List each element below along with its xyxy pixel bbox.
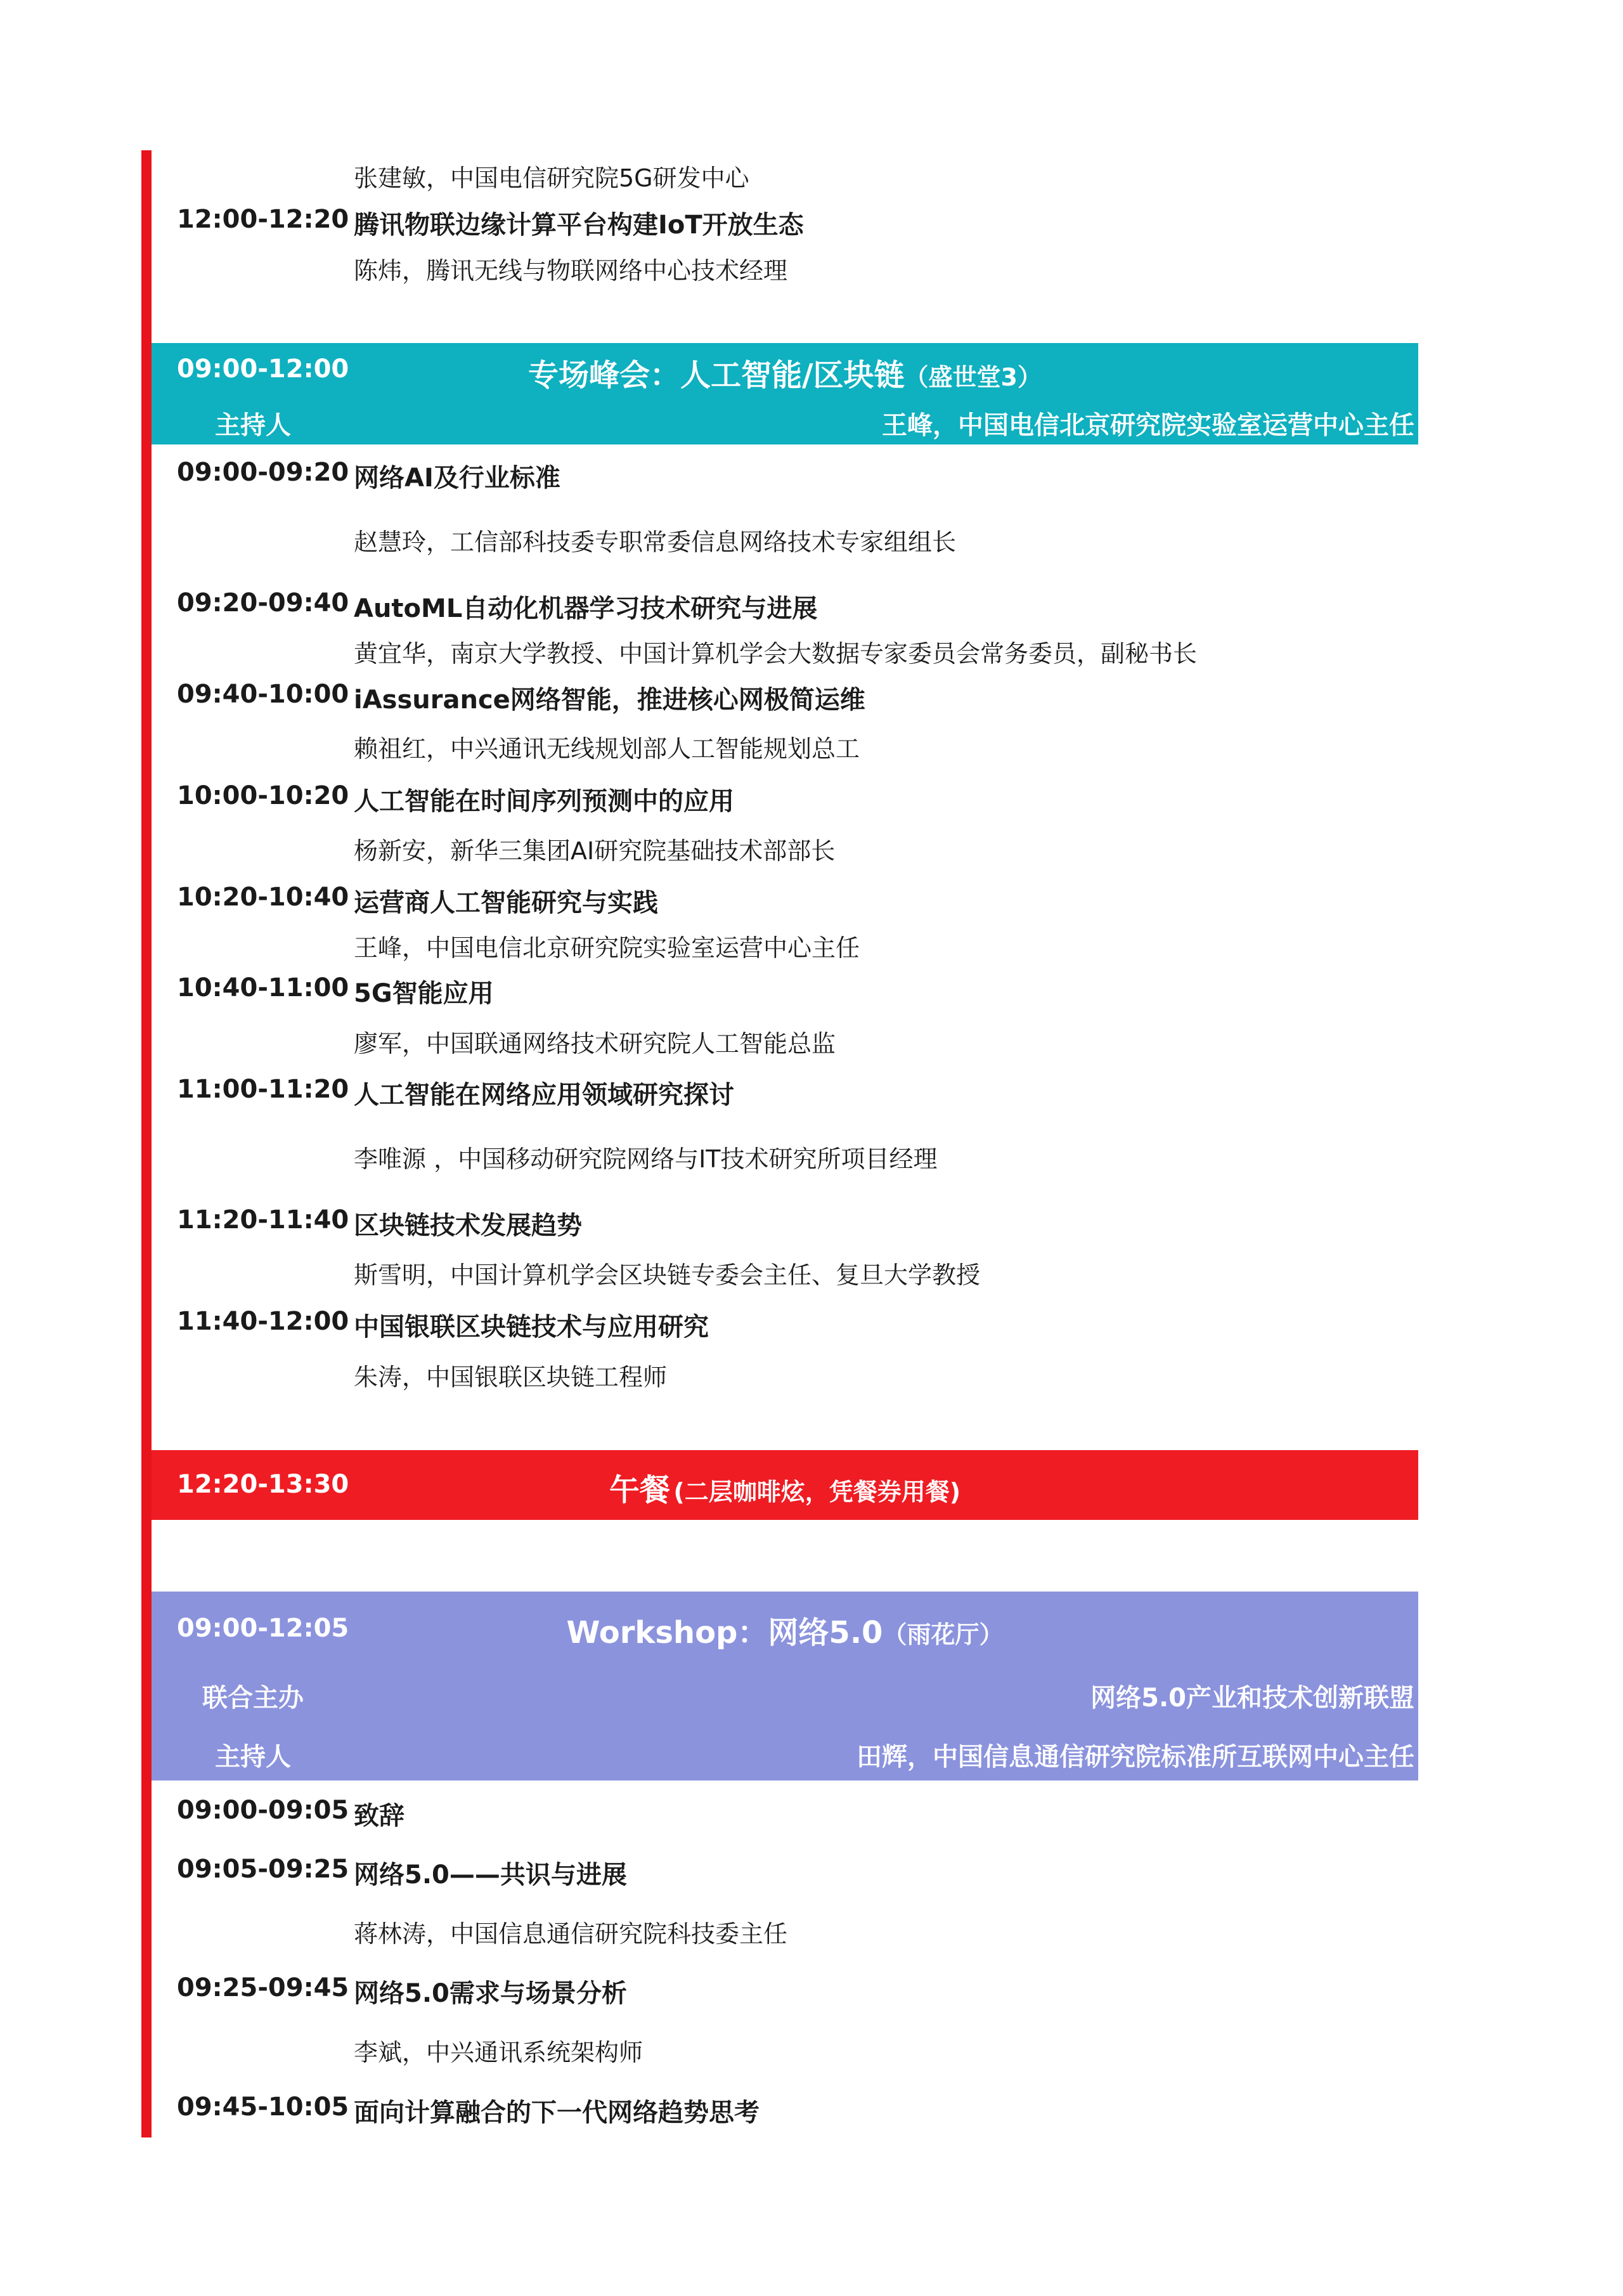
co-host-name: 网络5.0产业和技术创新联盟 xyxy=(1090,1683,1414,1713)
session-title: 运营商人工智能研究与实践 xyxy=(354,888,658,918)
speaker-line: 李斌，中兴通讯系统架构师 xyxy=(354,2039,643,2066)
session-time: 10:00-10:20 xyxy=(177,781,349,810)
band-title xyxy=(152,1465,1418,1509)
session-title: 腾讯物联边缘计算平台构建IoT开放生态 xyxy=(354,211,804,240)
band-venue: （雨花厅） xyxy=(883,1621,1004,1649)
session-time: 09:00-09:05 xyxy=(177,1796,349,1825)
session-time: 11:20-11:40 xyxy=(177,1205,349,1235)
speaker-line: 李唯源 ，中国移动研究院网络与IT技术研究所项目经理 xyxy=(354,1145,938,1173)
session-title: 面向计算融合的下一代网络趋势思考 xyxy=(354,2098,760,2127)
workshop-header xyxy=(152,1592,1418,1780)
lunch-title: 午餐 xyxy=(609,1472,670,1508)
session-time: 09:20-09:40 xyxy=(177,588,349,618)
co-host-label: 联合主办 xyxy=(202,1683,304,1713)
session-title: 人工智能在网络应用领域研究探讨 xyxy=(354,1080,734,1110)
band-title-text: 专场峰会：人工智能/区块链 xyxy=(528,358,905,393)
speaker-line: 张建敏，中国电信研究院5G研发中心 xyxy=(354,164,749,192)
band-time: 09:00-12:00 xyxy=(177,354,349,384)
session-time: 09:05-09:25 xyxy=(177,1855,349,1884)
session-title: iAssurance网络智能，推进核心网极简运维 xyxy=(354,685,865,715)
band-venue: （盛世堂3） xyxy=(904,363,1042,391)
speaker-line: 杨新安，新华三集团AI研究院基础技术部部长 xyxy=(354,837,836,865)
host-name: 田辉，中国信息通信研究院标准所互联网中心主任 xyxy=(857,1742,1414,1772)
lunch-band xyxy=(152,1450,1418,1520)
session-title: AutoML自动化机器学习技术研究与进展 xyxy=(354,594,818,623)
session-title: 区块链技术发展趋势 xyxy=(354,1211,582,1240)
session-title: 致辞 xyxy=(354,1801,404,1831)
host-label: 主持人 xyxy=(215,411,291,440)
speaker-line: 陈炜，腾讯无线与物联网络中心技术经理 xyxy=(354,257,788,285)
ai-blockchain-header xyxy=(152,343,1418,444)
host-name: 王峰，中国电信北京研究院实验室运营中心主任 xyxy=(882,411,1414,440)
session-title: 网络5.0——共识与进展 xyxy=(354,1860,627,1890)
band-time: 09:00-12:05 xyxy=(177,1614,349,1643)
session-time: 09:45-10:05 xyxy=(177,2092,349,2122)
session-title: 网络5.0需求与场景分析 xyxy=(354,1979,627,2008)
session-time: 11:40-12:00 xyxy=(177,1307,349,1336)
speaker-line: 廖军，中国联通网络技术研究院人工智能总监 xyxy=(354,1030,836,1058)
lunch-note: (二层咖啡炫，凭餐券用餐) xyxy=(673,1478,961,1506)
host-label: 主持人 xyxy=(215,1742,291,1772)
speaker-line: 斯雪明，中国计算机学会区块链专委会主任、复旦大学教授 xyxy=(354,1261,981,1289)
session-title: 中国银联区块链技术与应用研究 xyxy=(354,1313,709,1342)
speaker-line: 赖祖红，中兴通讯无线规划部人工智能规划总工 xyxy=(354,735,860,763)
band-title xyxy=(152,351,1418,394)
band-title xyxy=(152,1608,1418,1652)
band-title-text: Workshop：网络5.0 xyxy=(566,1615,883,1651)
session-time: 12:00-12:20 xyxy=(177,205,349,234)
session-time: 10:20-10:40 xyxy=(177,883,349,912)
speaker-line: 蒋林涛，中国信息通信研究院科技委主任 xyxy=(354,1920,788,1948)
band-time: 12:20-13:30 xyxy=(177,1470,349,1499)
session-time: 09:00-09:20 xyxy=(177,458,349,487)
session-title: 网络AI及行业标准 xyxy=(354,464,560,493)
speaker-line: 赵慧玲，工信部科技委专职常委信息网络技术专家组组长 xyxy=(354,528,957,556)
session-time: 10:40-11:00 xyxy=(177,973,349,1002)
session-title: 5G智能应用 xyxy=(354,979,494,1008)
session-title: 人工智能在时间序列预测中的应用 xyxy=(354,787,734,816)
speaker-line: 朱涛，中国银联区块链工程师 xyxy=(354,1363,668,1391)
left-accent-bar xyxy=(141,150,152,2137)
session-time: 11:00-11:20 xyxy=(177,1075,349,1104)
speaker-line: 黄宜华，南京大学教授、中国计算机学会大数据专家委员会常务委员，副秘书长 xyxy=(354,640,1198,668)
session-time: 09:40-10:00 xyxy=(177,680,349,709)
session-time: 09:25-09:45 xyxy=(177,1973,349,2002)
speaker-line: 王峰，中国电信北京研究院实验室运营中心主任 xyxy=(354,934,860,962)
